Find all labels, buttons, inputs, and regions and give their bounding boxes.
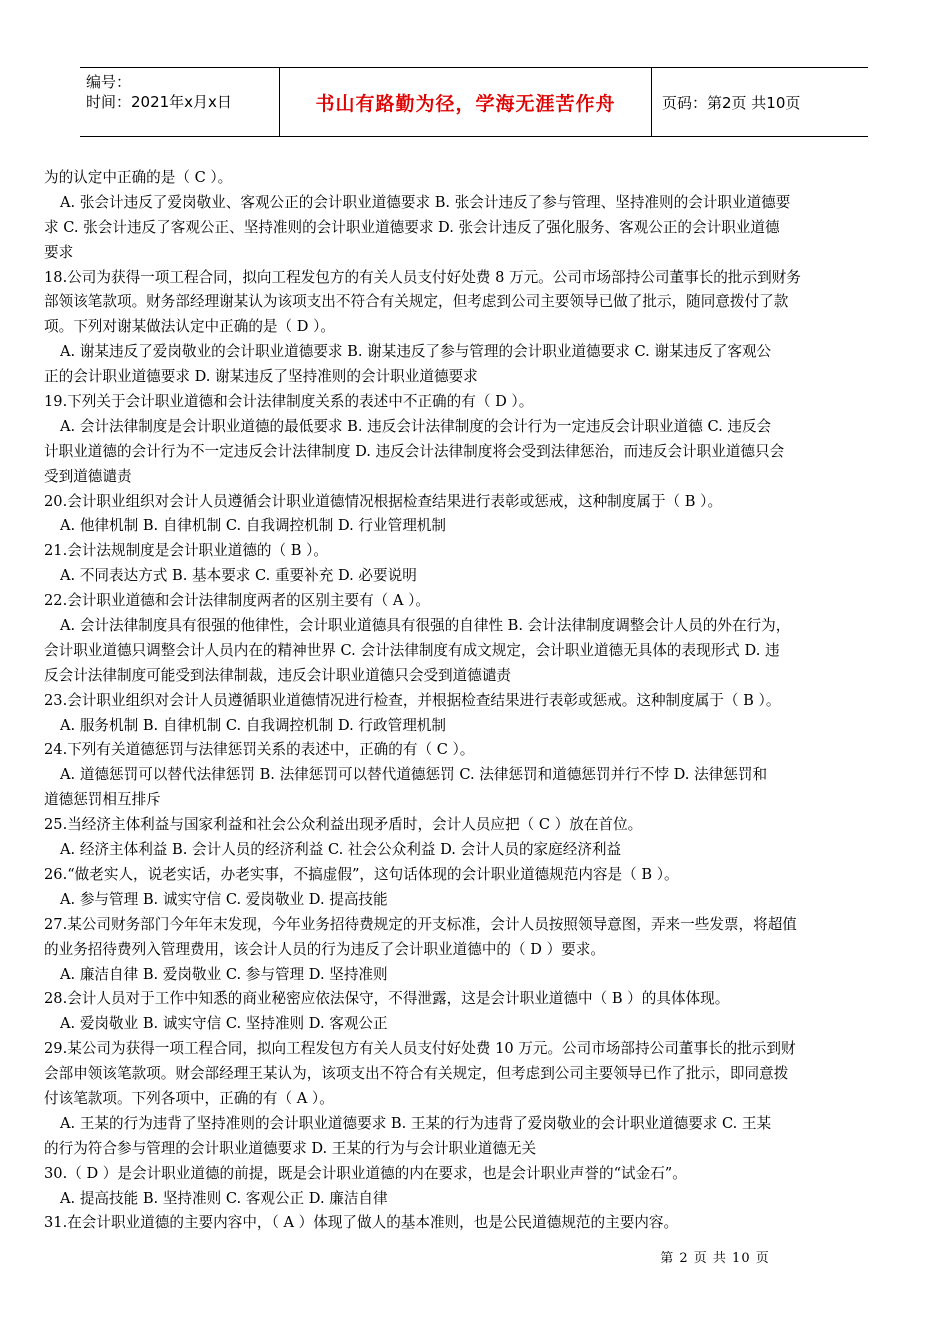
question-text-body	[44, 166, 906, 1236]
text-line: 求 C. 张会计违反了客观公正、坚持准则的会计职业道德要求 D. 张会计违反了强化服务、客观公正的会计职业道德	[44, 218, 780, 236]
text-line: 的业务招待费列入管理费用，该会计人员的行为违反了会计职业道德中的（ D ）要求。	[44, 940, 605, 958]
text-line: 26.“做老实人，说老实话，办老实事，不搞虚假”，这句话体现的会计职业道德规范内容是（ B ）。	[44, 865, 679, 883]
text-line: A. 王某的行为违背了坚持准则的会计职业道德要求 B. 王某的行为违背了爱岗敬业的会计职业道德要求 C. 王某	[60, 1114, 772, 1132]
text-line: A. 不同表达方式 B. 基本要求 C. 重要补充 D. 必要说明	[60, 567, 417, 585]
text-line: 23.会计职业组织对会计人员遵循职业道德情况进行检查，并根据检查结果进行表彰或惩戒。这种制度属于（ B ）。	[44, 691, 781, 709]
page-footer	[0, 1247, 950, 1266]
text-line: 29.某公司为获得一项工程合同，拟向工程发包方有关人员支付好处费 10 万元。公司市场部持公司董事长的批示到财	[44, 1040, 796, 1058]
footer-page-number: 第 2 页 共 10 页	[660, 1251, 770, 1266]
text-line: 21.会计法规制度是会计职业道德的（ B ）。	[44, 542, 329, 560]
text-line: 19.下列关于会计职业道德和会计法律制度关系的表述中不正确的有（ D ）。	[44, 393, 534, 411]
text-line: 的行为符合参与管理的会计职业道德要求 D. 王某的行为与会计职业道德无关	[44, 1139, 537, 1157]
text-line: 20.会计职业组织对会计人员遵循会计职业道德情况根据检查结果进行表彰或惩戒，这种制度属于（ B ）。	[44, 492, 723, 510]
text-line: A. 提高技能 B. 坚持准则 C. 客观公正 D. 廉洁自律	[60, 1189, 388, 1207]
text-line: 付该笔款项。下列各项中，正确的有（ A ）。	[44, 1089, 334, 1107]
text-line: A. 服务机制 B. 自律机制 C. 自我调控机制 D. 行政管理机制	[60, 716, 446, 734]
header-page-info: 页码：第2页 共10页	[662, 93, 801, 112]
text-line: 30.（ D ）是会计职业道德的前提，既是会计职业道德的内在要求，也是会计职业声誉的“试金石”。	[44, 1164, 687, 1182]
text-line: A. 谢某违反了爱岗敬业的会计职业道德要求 B. 谢某违反了参与管理的会计职业道德要求 C. 谢某违反了客观公	[60, 343, 772, 361]
document-date-label: 时间：2021年x月x日	[86, 93, 232, 111]
text-line: 计职业道德的会计行为不一定违反会计法律制度 D. 违反会计法律制度将会受到法律惩治，而违反会计职业道德只会	[44, 442, 785, 460]
header-motto: 书山有路勤为径，学海无涯苦作舟	[315, 92, 616, 115]
text-line: 28.会计人员对于工作中知悉的商业秘密应依法保守，不得泄露，这是会计职业道德中（ B ）的具体体现。	[44, 990, 730, 1008]
document-number-label: 编号：	[86, 73, 132, 91]
text-line: 31.在会计职业道德的主要内容中，（ A ）体现了做人的基本准则，也是公民道德规范的主要内容。	[44, 1214, 679, 1232]
text-line: 22.会计职业道德和会计法律制度两者的区别主要有（ A ）。	[44, 592, 430, 610]
header-page-cell	[652, 68, 868, 136]
text-line: A. 参与管理 B. 诚实守信 C. 爱岗敬业 D. 提高技能	[60, 890, 388, 908]
text-line: A. 道德惩罚可以替代法律惩罚 B. 法律惩罚可以替代道德惩罚 C. 法律惩罚和道德惩罚并行不悖 D. 法律惩罚和	[60, 766, 768, 784]
header-table	[80, 67, 868, 137]
text-line: 为的认定中正确的是（ C ）。	[44, 169, 233, 186]
text-line: 会部申领该笔款项。财会部经理王某认为，该项支出不符合有关规定，但考虑到公司主要领导已作了批示，即同意拨	[44, 1065, 789, 1083]
text-line: A. 会计法律制度具有很强的他律性，会计职业道德具有很强的自律性 B. 会计法律制度调整会计人员的外在行为，	[60, 617, 791, 635]
text-line: 27.某公司财务部门今年年末发现，今年业务招待费规定的开支标准，会计人员按照领导意图，弄来一些发票，将超值	[44, 915, 797, 933]
text-line: 反会计法律制度可能受到法律制裁，违反会计职业道德只会受到道德谴责	[44, 666, 512, 684]
text-line: 要求	[44, 243, 74, 261]
text-line: 部领该笔款项。财务部经理谢某认为该项支出不符合有关规定，但考虑到公司主要领导已做了批示，随同意拨付了款	[44, 293, 789, 311]
text-line: A. 张会计违反了爱岗敬业、客观公正的会计职业道德要求 B. 张会计违反了参与管理、坚持准则的会计职业道德要	[60, 193, 791, 211]
text-line: A. 他律机制 B. 自律机制 C. 自我调控机制 D. 行业管理机制	[60, 517, 446, 535]
text-line: 24.下列有关道德惩罚与法律惩罚关系的表述中，正确的有（ C ）。	[44, 741, 475, 759]
text-line: 18.公司为获得一项工程合同，拟向工程发包方的有关人员支付好处费 8 万元。公司市场部持公司董事长的批示到财务	[44, 268, 801, 286]
text-line: 25.当经济主体利益与国家利益和社会公众利益出现矛盾时，会计人员应把（ C ）放在首位。	[44, 816, 643, 834]
text-line: 道德惩罚相互排斥	[44, 791, 161, 809]
text-line: 项。下列对谢某做法认定中正确的是（ D ）。	[44, 318, 335, 336]
text-line: A. 爱岗敬业 B. 诚实守信 C. 坚持准则 D. 客观公正	[60, 1015, 388, 1033]
header-motto-cell	[280, 68, 652, 136]
text-line: A. 会计法律制度是会计职业道德的最低要求 B. 违反会计法律制度的会计行为一定违反会计职业道德 C. 违反会	[60, 417, 772, 435]
text-line: 会计职业道德只调整会计人员内在的精神世界 C. 会计法律制度有成文规定，会计职业道德无具体的表现形式 D. 违	[44, 641, 780, 659]
text-line: 正的会计职业道德要求 D. 谢某违反了坚持准则的会计职业道德要求	[44, 368, 478, 386]
text-line: A. 廉洁自律 B. 爱岗敬业 C. 参与管理 D. 坚持准则	[60, 965, 388, 983]
text-line: 受到道德谴责	[44, 467, 132, 485]
text-line: A. 经济主体利益 B. 会计人员的经济利益 C. 社会公众利益 D. 会计人员的家庭经济利益	[60, 841, 622, 859]
header-left-cell	[80, 68, 280, 136]
